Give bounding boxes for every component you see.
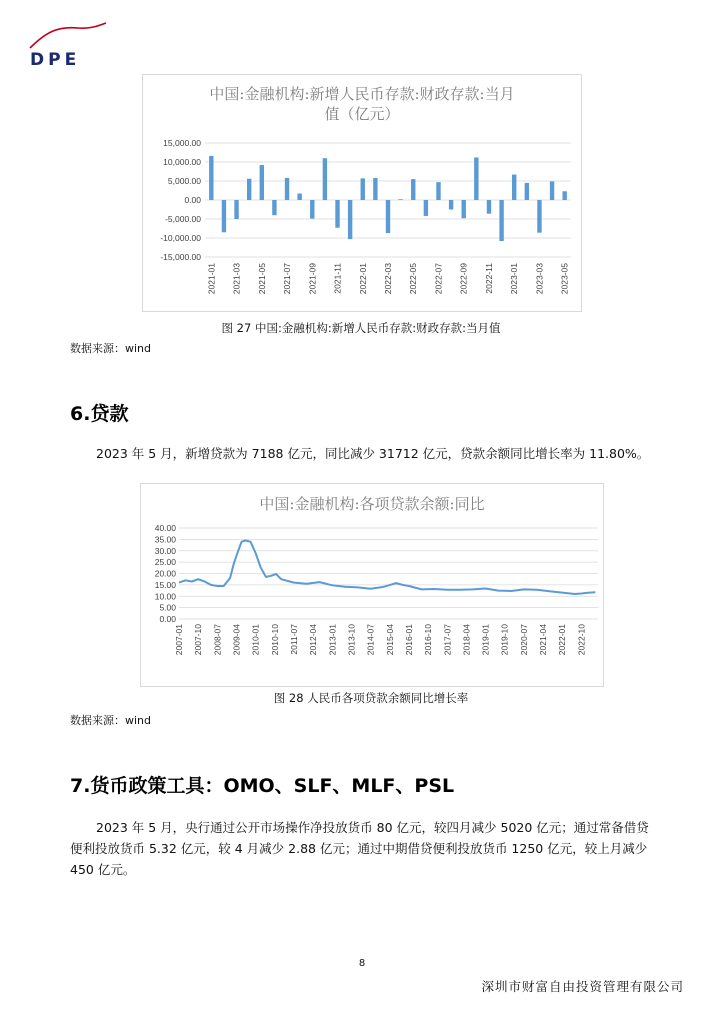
y-tick-label: -15,000.00 — [160, 252, 201, 262]
bar — [260, 165, 264, 200]
chart-27-caption: 图 27 中国:金融机构:新增人民币存款:财政存款:当月值 — [221, 321, 501, 335]
x-tick-label: 2019-10 — [499, 624, 510, 656]
chart-28 — [141, 484, 603, 686]
x-tick-label: 2023-01 — [509, 263, 520, 295]
x-tick-label: 2017-07 — [442, 624, 453, 656]
page-number: 8 — [358, 958, 366, 969]
series-line — [179, 541, 595, 595]
section-6-paragraph — [70, 443, 654, 464]
logo: DPE — [30, 50, 81, 70]
x-tick-label: 2014-07 — [365, 624, 376, 656]
x-tick-label: 2011-07 — [288, 624, 299, 655]
bar — [424, 200, 428, 216]
section-7-text: 2023 年 5 月，央行通过公开市场操作净投放货币 80 亿元，较四月减少 5020 亿元；通过常备借贷便利投放货币 5.32 亿元，较 4 月减少 2.88 亿元；通过中期借贷便利投放货币 1250 亿元，较上月减少 450 亿元。 — [70, 820, 649, 877]
x-tick-label: 2015-04 — [384, 624, 395, 656]
x-tick-label: 2022-05 — [408, 263, 419, 295]
y-tick-label: 5.00 — [159, 602, 176, 613]
chart-28-caption: 图 28 人民币各项贷款余额同比增长率 — [273, 691, 469, 705]
x-tick-label: 2018-04 — [461, 624, 472, 656]
x-tick-label: 2008-07 — [212, 624, 223, 656]
x-tick-label: 2013-10 — [346, 624, 357, 656]
bar — [512, 175, 516, 200]
bar — [297, 194, 301, 200]
x-tick-label: 2022-03 — [383, 263, 393, 295]
bar — [550, 181, 554, 200]
x-tick-label: 2022-01 — [357, 263, 368, 295]
bar — [247, 179, 251, 200]
bar — [398, 199, 402, 200]
bar — [310, 200, 314, 219]
x-tick-label: 2021-05 — [256, 263, 267, 295]
y-tick-label: -5,000.00 — [165, 214, 201, 224]
bar — [525, 183, 529, 200]
x-tick-label: 2007-10 — [193, 624, 204, 656]
y-tick-label: 40.00 — [154, 523, 176, 533]
y-tick-label: 15,000.00 — [163, 138, 201, 148]
y-tick-label: 35.00 — [154, 534, 176, 545]
bar — [361, 178, 365, 200]
chart-27 — [143, 75, 581, 311]
bar — [562, 191, 566, 200]
section-7-heading: 7.货币政策工具：OMO、SLF、MLF、PSL — [70, 775, 455, 797]
bar — [474, 157, 478, 200]
x-tick-label: 2013-01 — [327, 624, 338, 656]
x-tick-label: 2021-11 — [332, 263, 343, 294]
chart-28-source: 数据来源：wind — [70, 714, 152, 727]
x-tick-label: 2010-01 — [250, 624, 261, 656]
chart-27-source: 数据来源：wind — [70, 342, 152, 355]
chart-27-box — [142, 74, 582, 312]
bar — [222, 200, 226, 232]
bar — [487, 200, 491, 214]
chart-27-title-line2: 值（亿元） — [324, 105, 400, 123]
bar — [373, 178, 377, 200]
x-tick-label: 2016-01 — [403, 624, 414, 656]
x-tick-label: 2020-07 — [518, 624, 529, 656]
x-tick-label: 2012-04 — [308, 624, 319, 656]
chart-27-title-line1: 中国:金融机构:新增人民币存款:财政存款:当月 — [209, 85, 515, 103]
y-tick-label: 15.00 — [154, 579, 176, 590]
x-tick-label: 2016-10 — [423, 624, 434, 656]
y-tick-label: 0.00 — [184, 195, 201, 205]
logo-swoosh — [28, 22, 108, 50]
x-tick-label: 2022-07 — [433, 263, 444, 295]
bar — [272, 200, 276, 215]
x-tick-label: 2022-10 — [576, 624, 587, 656]
bar — [537, 200, 541, 233]
y-tick-label: -10,000.00 — [160, 233, 201, 243]
y-tick-label: 0.00 — [159, 614, 176, 624]
chart-28-title: 中国:金融机构:各项贷款余额:同比 — [259, 495, 485, 513]
x-tick-label: 2007-01 — [174, 624, 184, 656]
bar — [335, 200, 339, 228]
x-tick-label: 2021-09 — [307, 263, 318, 295]
x-tick-label: 2022-11 — [483, 263, 494, 294]
x-tick-label: 2021-01 — [206, 263, 217, 295]
x-tick-label: 2021-04 — [538, 624, 549, 656]
x-tick-label: 2023-05 — [559, 263, 570, 295]
bar — [234, 200, 238, 219]
x-tick-label: 2021-03 — [231, 263, 242, 295]
y-tick-label: 10.00 — [154, 591, 176, 602]
y-tick-label: 5,000.00 — [167, 176, 201, 186]
x-tick-label: 2023-03 — [534, 263, 545, 295]
bar — [285, 178, 289, 200]
bar — [462, 200, 466, 218]
bar — [348, 200, 352, 239]
x-tick-label: 2021-07 — [282, 263, 293, 295]
section-6-heading: 6.贷款 — [70, 403, 129, 425]
bar — [449, 200, 453, 210]
x-tick-label: 2022-01 — [557, 624, 568, 656]
y-tick-label: 10,000.00 — [163, 157, 201, 167]
y-tick-label: 25.00 — [154, 557, 176, 568]
y-tick-label: 20.00 — [154, 568, 176, 579]
x-tick-label: 2009-04 — [231, 624, 242, 656]
footer-company: 深圳市财富自由投资管理有限公司 — [481, 979, 684, 994]
bar — [411, 179, 415, 200]
x-tick-label: 2010-10 — [269, 624, 280, 656]
section-6-text: 2023 年 5 月，新增贷款为 7188 亿元，同比减少 31712 亿元，贷款余额同比增长率为 11.80%。 — [96, 446, 650, 461]
x-tick-label: 2022-09 — [458, 263, 469, 295]
bar — [323, 158, 327, 200]
bar — [386, 200, 390, 233]
y-tick-label: 30.00 — [154, 545, 176, 556]
section-7-paragraph — [70, 817, 654, 880]
bar — [436, 182, 440, 200]
bar — [499, 200, 503, 241]
chart-28-box — [140, 483, 604, 687]
bar — [209, 156, 213, 200]
x-tick-label: 2019-01 — [480, 624, 491, 656]
